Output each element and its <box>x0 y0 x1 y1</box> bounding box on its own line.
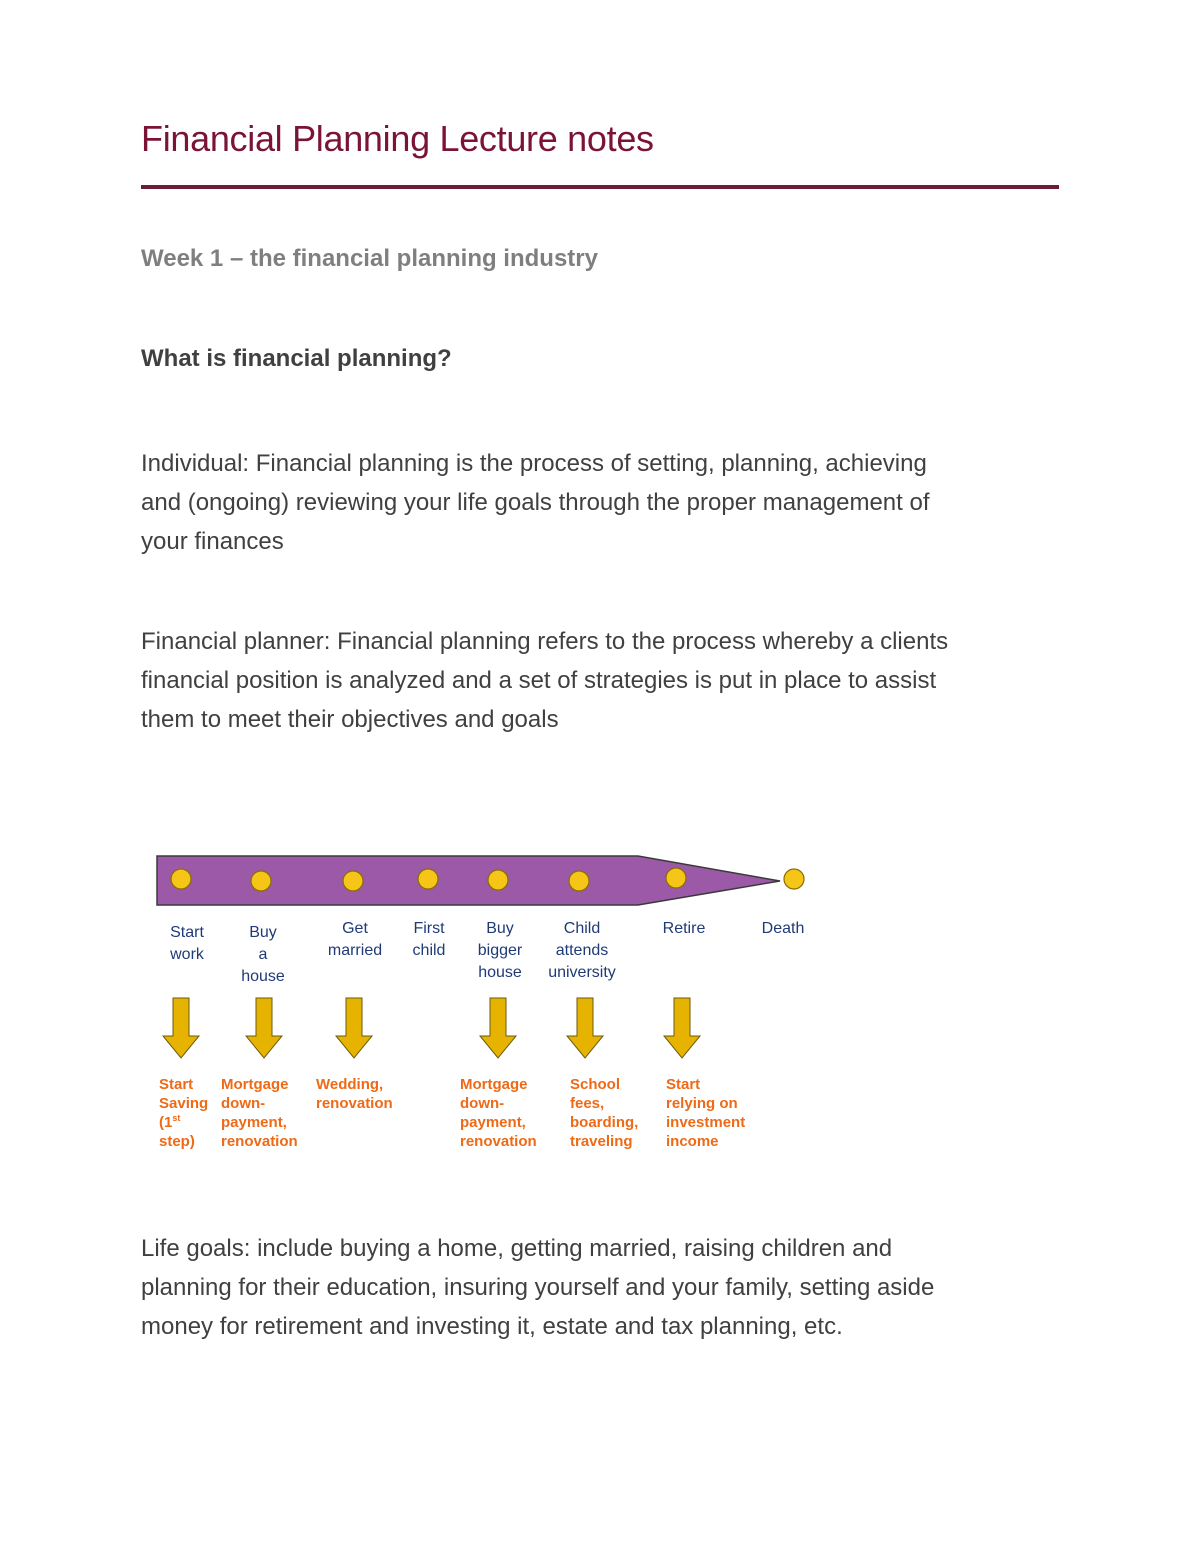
down-arrow-icon <box>567 998 603 1058</box>
down-arrow-icon <box>246 998 282 1058</box>
action-label-mortgage: Mortgage down- payment, renovation <box>221 1076 298 1150</box>
down-arrow-icon <box>664 998 700 1058</box>
timeline-label-buy-bigger-house: Buy bigger house <box>477 920 523 981</box>
text-line: your finances <box>141 528 284 555</box>
action-label-investment-income: Start relying on investment income <box>666 1076 746 1150</box>
text-line: financial position is analyzed and a set of strategies is put in place to assist <box>141 667 937 694</box>
action-label-mortgage-bigger-house: Mortgage down- payment, renovation <box>460 1076 537 1150</box>
text-line: Financial planner: Financial planning refers to the process whereby a clients <box>141 628 949 655</box>
down-arrow-icon <box>336 998 372 1058</box>
timeline-label-retire: Retire <box>662 920 706 937</box>
text-line: Life goals: include buying a home, getting married, raising children and <box>141 1235 893 1262</box>
paragraph-planner-definition <box>141 622 1081 739</box>
timeline-label-buy-house: Buy a house <box>241 924 285 985</box>
life-stages-timeline-diagram <box>150 850 830 1170</box>
timeline-milestone-dot <box>569 871 589 891</box>
timeline-label-start-work: Start work <box>170 924 204 963</box>
action-label-start-saving: Start Saving (1st step) <box>159 1076 209 1150</box>
timeline-label-get-married: Get married <box>327 920 383 959</box>
timeline-label-death: Death <box>761 920 805 937</box>
timeline-milestone-dot <box>666 868 686 888</box>
document-title: Financial Planning Lecture notes <box>141 118 654 159</box>
text-line: money for retirement and investing it, estate and tax planning, etc. <box>141 1313 843 1340</box>
paragraph-life-goals <box>141 1229 1081 1346</box>
paragraph-individual-definition <box>141 444 1081 561</box>
down-arrow-icon <box>163 998 199 1058</box>
timeline-milestone-dot <box>488 870 508 890</box>
timeline-milestone-dot <box>784 869 804 889</box>
text-line: them to meet their objectives and goals <box>141 706 559 733</box>
timeline-milestone-dot <box>251 871 271 891</box>
down-arrow-icon <box>480 998 516 1058</box>
action-label-wedding: Wedding, renovation <box>316 1076 393 1112</box>
timeline-milestone-dot <box>343 871 363 891</box>
action-label-school-fees: School fees, boarding, traveling <box>570 1076 639 1150</box>
timeline-label-first-child: First child <box>412 920 446 959</box>
section-heading: What is financial planning? <box>141 345 452 372</box>
text-line: Individual: Financial planning is the process of setting, planning, achieving <box>141 450 927 477</box>
title-underline-divider <box>141 185 1059 189</box>
text-line: planning for their education, insuring yourself and your family, setting aside <box>141 1274 935 1301</box>
timeline-label-child-university: Child attends university <box>548 920 616 981</box>
timeline-milestone-dot <box>171 869 191 889</box>
week-heading: Week 1 – the financial planning industry <box>141 245 598 272</box>
text-line: and (ongoing) reviewing your life goals through the proper management of <box>141 489 930 516</box>
timeline-milestone-dot <box>418 869 438 889</box>
